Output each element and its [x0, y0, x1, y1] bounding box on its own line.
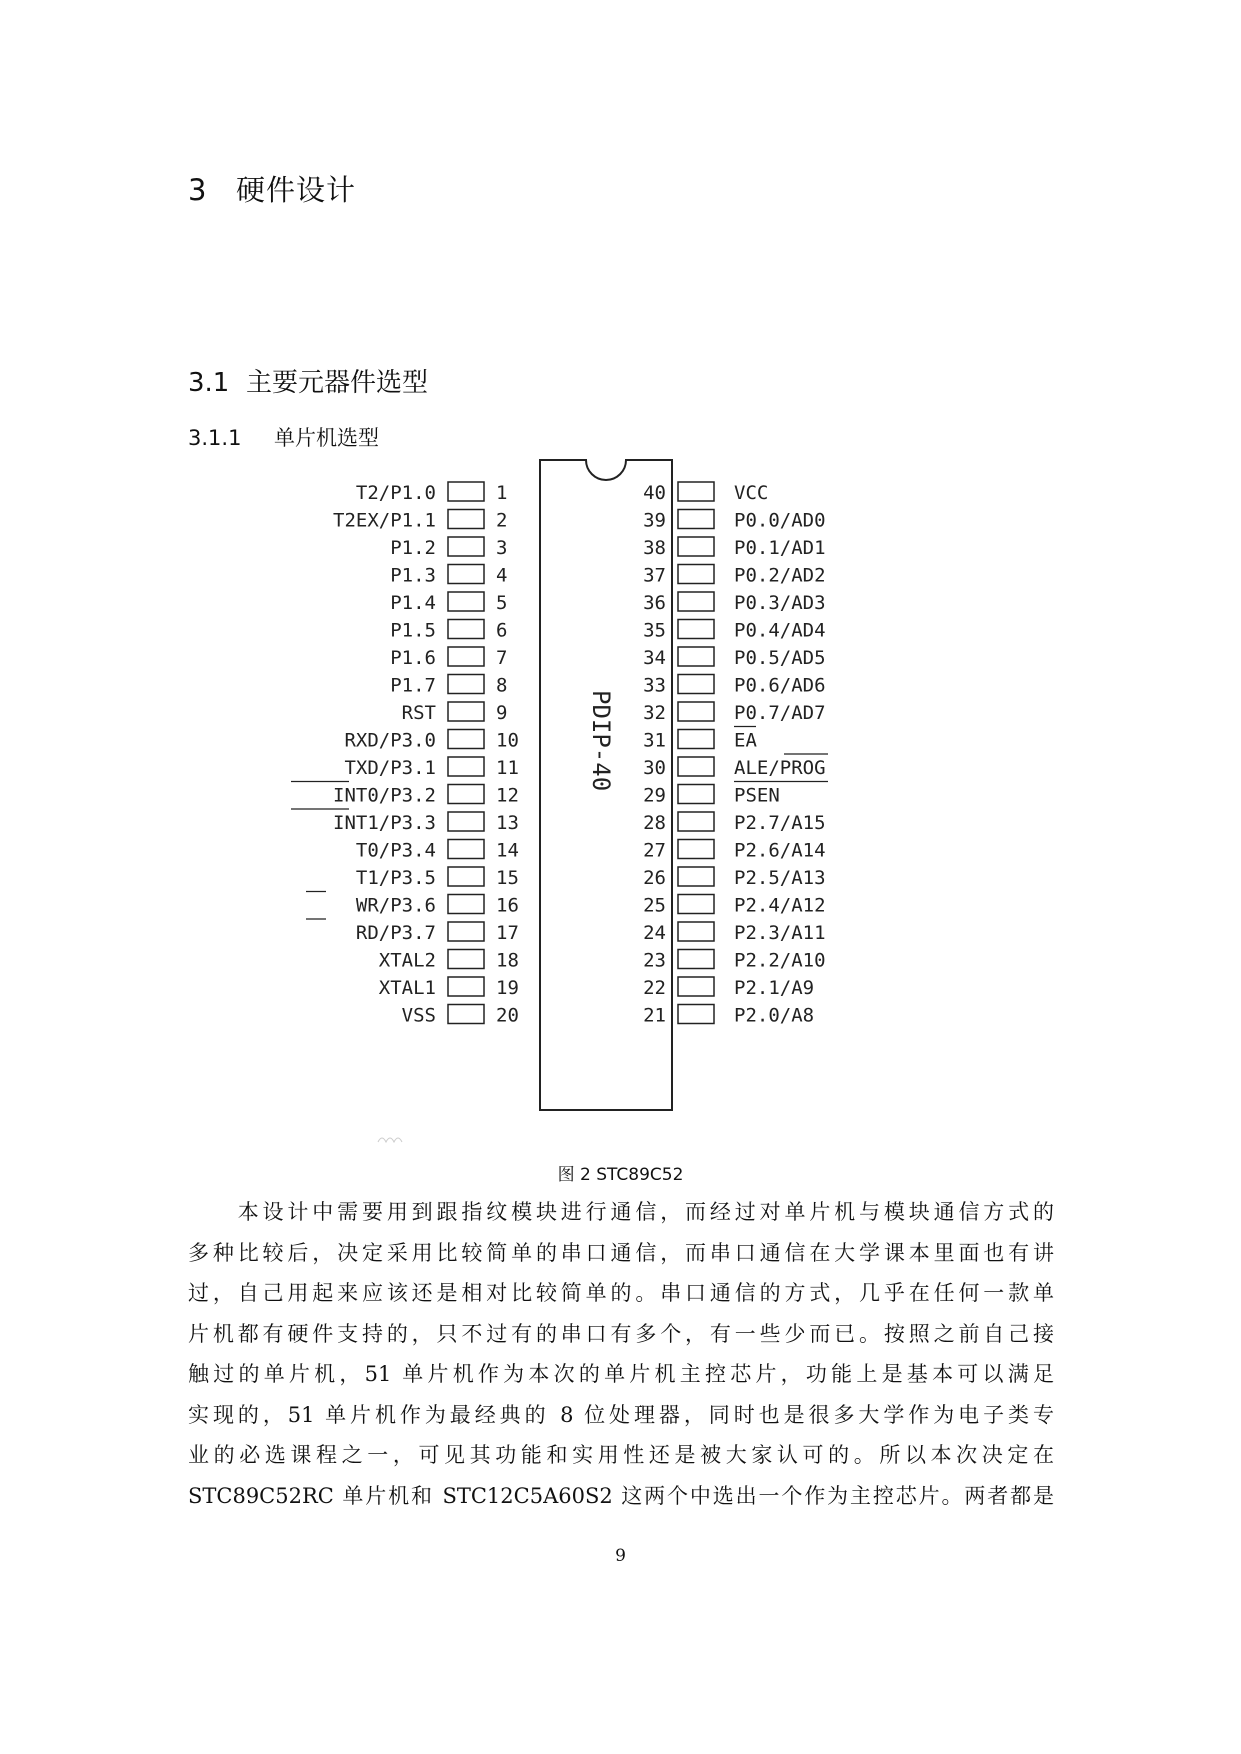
- pin-label: XTAL2: [378, 949, 436, 972]
- pin-number: 36: [643, 592, 666, 614]
- pin-number: 37: [643, 564, 666, 587]
- pin-label: EA: [734, 729, 757, 752]
- pin-label: P2.5/A13: [734, 867, 826, 889]
- pin-box: [448, 592, 484, 611]
- pin-label: T0/P3.4: [355, 839, 436, 862]
- pin-box: [678, 702, 714, 721]
- pin-box: [448, 757, 484, 776]
- pin-number: 30: [643, 757, 666, 779]
- pin-box: [448, 482, 484, 501]
- chip-pinout-diagram: [333, 460, 920, 1140]
- pin-number: 23: [643, 949, 666, 972]
- paragraph-line: 片机都有硬件支持的，只不过有的串口有多个，有一些少而已。按照之前自己接: [188, 1321, 1054, 1346]
- pin-box: [448, 840, 484, 859]
- package-label: PDIP-40: [587, 690, 615, 792]
- section-title: 主要元器件选型: [246, 368, 429, 398]
- pin-box: [678, 1005, 714, 1024]
- pin-box: [678, 840, 714, 859]
- pin-box: [678, 620, 714, 639]
- pin-box: [448, 812, 484, 831]
- pin-number: 27: [643, 839, 666, 862]
- pin-number: 19: [496, 977, 519, 999]
- pin-box: [448, 785, 484, 804]
- pin-number: 13: [496, 812, 519, 834]
- pin-label: P2.3/A11: [734, 922, 826, 944]
- pin-box: [678, 510, 714, 529]
- pin-label: P0.6/AD6: [734, 674, 826, 697]
- pin-number: 22: [643, 977, 666, 999]
- pin-box: [678, 592, 714, 611]
- pin-box: [448, 922, 484, 941]
- pin-label: P0.5/AD5: [734, 647, 826, 669]
- pin-number: 8: [496, 674, 508, 697]
- pin-number: 38: [643, 537, 666, 559]
- pin-number: 31: [643, 729, 666, 752]
- pin-label: P0.4/AD4: [734, 619, 826, 642]
- pin-label: RXD/P3.0: [344, 729, 436, 752]
- section-number: 3.1: [188, 368, 230, 398]
- paragraph-line: 过，自己用起来应该还是相对比较简单的。串口通信的方式，几乎在任何一款单: [188, 1281, 1054, 1305]
- pin-number: 10: [496, 729, 519, 752]
- pin-label: P1.2: [390, 537, 436, 559]
- pin-label: ALE/PROG: [734, 757, 826, 779]
- pin-box: [678, 950, 714, 969]
- pin-number: 12: [496, 784, 519, 807]
- pin-box: [448, 620, 484, 639]
- paragraph-line: 多种比较后，决定采用比较简单的串口通信，而串口通信在大学课本里面也有讲: [188, 1240, 1054, 1265]
- pin-box: [448, 1005, 484, 1024]
- pin-box: [448, 565, 484, 584]
- pin-box: [448, 867, 484, 886]
- subsection-title: 单片机选型: [274, 426, 379, 450]
- pin-label: P0.3/AD3: [734, 592, 826, 614]
- pin-label: P0.7/AD7: [734, 702, 826, 724]
- pin-box: [678, 922, 714, 941]
- pin-number: 29: [643, 784, 666, 807]
- pin-label: XTAL1: [378, 977, 436, 999]
- paragraph-line: STC89C52RC 单片机和 STC12C5A60S2 这两个中选出一个作为主控芯片。两者都是: [188, 1483, 1054, 1508]
- body-paragraph: [188, 1192, 1054, 1516]
- section-heading: [188, 362, 428, 399]
- pin-label: WR/P3.6: [355, 894, 436, 917]
- chapter-title: 硬件设计: [236, 173, 357, 207]
- pin-label: TXD/P3.1: [344, 757, 436, 779]
- pin-number: 16: [496, 894, 519, 917]
- pin-label: PSEN: [734, 784, 780, 807]
- pin-label: P2.6/A14: [734, 839, 826, 862]
- pin-box: [448, 510, 484, 529]
- pin-box: [678, 482, 714, 501]
- pin-box: [678, 895, 714, 914]
- pin-box: [448, 730, 484, 749]
- pin-box: [678, 537, 714, 556]
- pin-number: 32: [643, 702, 666, 724]
- pin-number: 4: [496, 564, 508, 587]
- pin-label: RD/P3.7: [355, 922, 436, 944]
- pin-number: 28: [643, 812, 666, 834]
- pin-label: P1.3: [390, 564, 436, 587]
- subsection-number: 3.1.1: [188, 426, 242, 450]
- pin-number: 21: [643, 1004, 666, 1027]
- pin-label: P0.1/AD1: [734, 537, 826, 559]
- pin-label: T2EX/P1.1: [333, 509, 436, 532]
- scan-mark: [378, 1138, 402, 1142]
- pin-number: 11: [496, 757, 519, 779]
- pin-label: P0.2/AD2: [734, 564, 826, 587]
- pin-number: 24: [643, 922, 666, 944]
- pin-number: 5: [496, 592, 508, 614]
- pin-box: [448, 977, 484, 996]
- pin-label: P1.4: [390, 592, 436, 614]
- pin-box: [678, 647, 714, 666]
- pin-number: 20: [496, 1004, 519, 1027]
- figure-caption: 图 2 STC89C52: [557, 1165, 684, 1185]
- pin-box: [678, 785, 714, 804]
- pin-number: 7: [496, 647, 508, 669]
- pin-label: P1.6: [390, 647, 436, 669]
- pin-label: P1.7: [390, 674, 436, 697]
- right-pin-group: [643, 482, 828, 1027]
- pin-number: 25: [643, 894, 666, 917]
- paragraph-line: 本设计中需要用到跟指纹模块进行通信，而经过对单片机与模块通信方式的: [188, 1200, 1054, 1224]
- pin-label: P0.0/AD0: [734, 509, 826, 532]
- page-number: 9: [615, 1546, 626, 1566]
- pin-number: 9: [496, 702, 508, 724]
- pin-label: T1/P3.5: [355, 867, 436, 889]
- pin-number: 26: [643, 867, 666, 889]
- pin-number: 39: [643, 509, 666, 532]
- pin-number: 6: [496, 619, 508, 642]
- pin-box: [678, 867, 714, 886]
- pin-box: [678, 565, 714, 584]
- pin-label: T2/P1.0: [355, 482, 436, 504]
- pin-number: 17: [496, 922, 519, 944]
- paragraph-line: 业的必选课程之一，可见其功能和实用性还是被大家认可的。所以本次决定在: [188, 1443, 1054, 1467]
- pin-box: [678, 730, 714, 749]
- paragraph-line: 触过的单片机，51 单片机作为本次的单片机主控芯片，功能上是基本可以满足: [188, 1362, 1054, 1386]
- pin-box: [448, 647, 484, 666]
- pin-label: P2.1/A9: [734, 977, 815, 999]
- pin-number: 33: [643, 674, 666, 697]
- pin-label: INT1/P3.3: [333, 812, 436, 834]
- pin-label: P2.7/A15: [734, 812, 826, 834]
- pin-box: [448, 895, 484, 914]
- pin-number: 35: [643, 619, 666, 642]
- pin-box: [448, 537, 484, 556]
- pin-label: INT0/P3.2: [333, 784, 436, 807]
- pin-number: 3: [496, 537, 508, 559]
- pin-number: 34: [643, 647, 666, 669]
- subsection-heading: [188, 422, 379, 452]
- pin-number: 2: [496, 509, 508, 532]
- left-pin-group: [291, 482, 519, 1027]
- pin-number: 40: [643, 482, 666, 504]
- pin-label: VCC: [734, 482, 769, 504]
- pin-number: 18: [496, 949, 519, 972]
- pin-box: [448, 675, 484, 694]
- pin-label: P2.0/A8: [734, 1004, 815, 1027]
- pin-number: 14: [496, 839, 519, 862]
- chapter-number: 3: [188, 173, 208, 207]
- pin-label: VSS: [401, 1004, 436, 1027]
- chapter-heading: [188, 168, 356, 209]
- pin-number: 15: [496, 867, 519, 889]
- pin-label: P1.5: [390, 619, 436, 642]
- pin-box: [448, 702, 484, 721]
- pin-label: P2.2/A10: [734, 949, 826, 972]
- pin-box: [678, 812, 714, 831]
- pin-label: P2.4/A12: [734, 894, 826, 917]
- pin-box: [678, 675, 714, 694]
- pin-box: [678, 757, 714, 776]
- pin-box: [448, 950, 484, 969]
- pin-label: RST: [401, 702, 436, 724]
- paragraph-line: 实现的，51 单片机作为最经典的 8 位处理器，同时也是很多大学作为电子类专: [188, 1402, 1054, 1427]
- pin-box: [678, 977, 714, 996]
- pin-number: 1: [496, 482, 508, 504]
